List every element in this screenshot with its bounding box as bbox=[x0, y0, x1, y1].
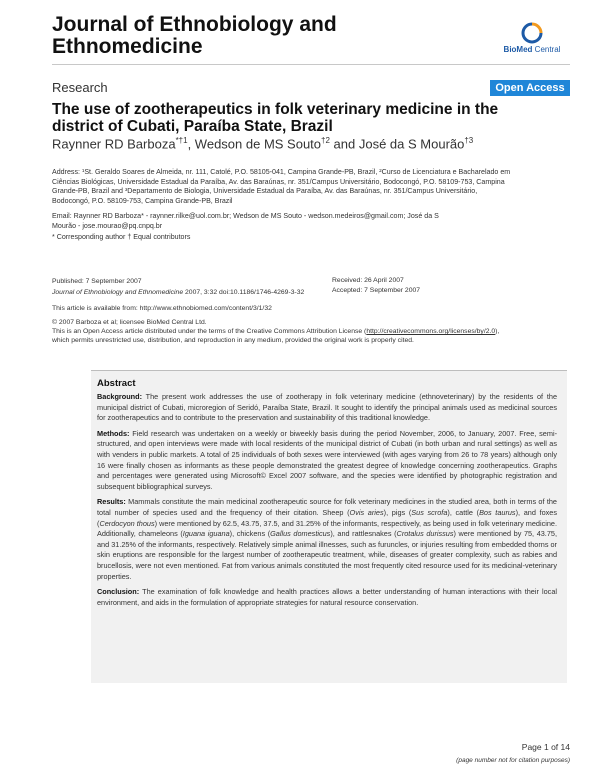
species-name: Bos taurus bbox=[479, 507, 516, 517]
results-text: ), pigs ( bbox=[383, 507, 412, 517]
conclusion-label: Conclusion: bbox=[97, 587, 140, 597]
author-2: , Wedson de MS Souto bbox=[187, 136, 322, 152]
results-text: ) were mentioned by 75, 43.75, and 31.25% of the informants, respectively. Relatively simple animal illnesses, such as furuncles, or injuries resulting from embedded thorns or skin eruptions are responsible for the largest number of zootherapeutic treatment, while, diseases of greater complexity, such as rabies and brucellosis, were not even mentioned. Fat from various animals constituted the most frequently cited resource used for its medicinal-veterinary properties. bbox=[97, 529, 557, 581]
published-date: Published: 7 September 2007 bbox=[52, 278, 142, 285]
copyright-text-end: ), bbox=[495, 328, 500, 335]
address-line: Ciências Biológicas, Universidade Estadual da Paraíba, Av. das Baraúnas, nr. 351/Campus Universitário, Bodocongó, P.O. 58109-753, Campina bbox=[52, 177, 505, 186]
received-date: Received: 26 April 2007 bbox=[332, 277, 404, 284]
title-line2: district of Cubati, Paraíba State, Brazil bbox=[52, 118, 333, 135]
author-1-sup: *†1 bbox=[175, 136, 188, 145]
citation-journal: Journal of Ethnobiology and Ethnomedicine bbox=[52, 289, 184, 296]
copyright-line3: which permits unrestricted use, distribution, and reproduction in any medium, provided the original work is properly cited. bbox=[52, 337, 414, 344]
results-text: ), and rattlesnakes ( bbox=[330, 529, 397, 539]
page-number-note: (page number not for citation purposes) bbox=[456, 757, 570, 764]
copyright-notice bbox=[52, 318, 562, 345]
abstract-body bbox=[97, 392, 557, 613]
author-address bbox=[52, 168, 557, 206]
section-label: Research bbox=[52, 80, 108, 95]
methods-text: Field research was undertaken on a weekly or biweekly basis during the period November, 2006, to January, 2007. Free, semi-structured, and open interviews were made with local residents of the municipal district of Cubati (in both urban and rural settings) as well as with venders in public markets. A total of 25 individuals of both sexes were interviewed (with ages varying from 26 to 78 years) although only 16 were finally chosen as informants as these people demonstrated the greatest degree of knowledge concerning zootherapeutics. Graphs and percentages were generated using Microsoft© Excel 2007 software, and the species were identified by photographic registration and subsequent bibliographical surveys. bbox=[97, 428, 557, 491]
copyright-line2 bbox=[52, 327, 562, 336]
results-text: ), chickens ( bbox=[229, 529, 271, 539]
copyright-text: This is an Open Access article distributed under the terms of the Creative Commons Attribution License ( bbox=[52, 328, 367, 335]
citation bbox=[52, 287, 352, 298]
species-name: Ovis aries bbox=[349, 507, 384, 517]
citation-rest: 2007, 3:32 doi:10.1186/1746-4269-3-32 bbox=[183, 289, 305, 296]
abstract-background bbox=[97, 392, 557, 424]
address-line: Address: ¹St. Geraldo Soares de Almeida, nr. 111, Catolé, P.O. 58105-041, Campina Grande-PB, Brazil, ²Curso de Licenciatura e Bacharelado em bbox=[52, 168, 511, 176]
abstract-conclusion bbox=[97, 587, 557, 608]
results-text: ) were mentioned by 62.5, 43.75, 37.5, and 31.25% of the informants, respectively, as being used in folk veterinary medicine. Additionally, chameleons ( bbox=[97, 518, 558, 539]
author-1: Raynner RD Barboza bbox=[52, 136, 176, 152]
author-2-sup: †2 bbox=[321, 136, 330, 145]
background-label: Background: bbox=[97, 392, 142, 401]
header-divider bbox=[52, 64, 570, 65]
biomed-central-logo bbox=[496, 22, 568, 54]
conclusion-text: The examination of folk knowledge and health practices allows a better understanding of human interactions with their local environment, and aids in the formulation of appropriate strategies for natural resource conservation. bbox=[97, 587, 557, 607]
license-link[interactable]: http://creativecommons.org/licenses/by/2.0 bbox=[366, 328, 496, 335]
email-line: Email: Raynner RD Barboza* - raynner.rilke@uol.com.br; Wedson de MS Souto - wedson.medeiros@gmail.com; José da S bbox=[52, 212, 439, 220]
results-label: Results: bbox=[97, 497, 126, 507]
address-line: Bodocongó, P.O. 58109-753, Campina Grande-PB, Brazil bbox=[52, 196, 233, 205]
abstract-heading: Abstract bbox=[97, 378, 136, 389]
species-name: Crotalus durissus bbox=[396, 529, 454, 539]
logo-bio: BioMed bbox=[503, 45, 533, 54]
methods-label: Methods: bbox=[97, 428, 130, 438]
species-name: Iguana iguana bbox=[182, 529, 230, 539]
background-text: The present work addresses the use of zootherapy in folk veterinary medicine (ethnoveterinary) by the residents of the municipal district of Cubati, microregion of Seridó, Paraíba State, Brazil. It sought to identify the principal animals used as medicinal sources for zootherapeutics and to contribute to the preservation and sustainability of this traditional knowledge. bbox=[97, 392, 557, 423]
title-line1: The use of zootherapeutics in folk veterinary medicine in the bbox=[52, 101, 499, 118]
journal-title-line1: Journal of Ethnobiology and bbox=[52, 13, 337, 36]
author-list bbox=[52, 136, 572, 151]
received-accepted bbox=[332, 276, 532, 295]
author-3-sup: †3 bbox=[464, 136, 474, 145]
open-access-badge: Open Access bbox=[490, 80, 570, 96]
logo-text bbox=[496, 45, 568, 54]
page-number: Page 1 of 14 bbox=[521, 742, 570, 752]
author-emails bbox=[52, 212, 557, 231]
abstract-methods bbox=[97, 429, 557, 493]
journal-title-line2: Ethnomedicine bbox=[52, 35, 203, 58]
logo-central: Central bbox=[532, 45, 561, 54]
journal-title bbox=[52, 14, 337, 58]
biomed-logo-icon bbox=[521, 22, 543, 44]
species-name: Cerdocyon thous bbox=[99, 518, 155, 528]
copyright-line1: © 2007 Barboza et al; licensee BioMed Central Ltd. bbox=[52, 319, 207, 326]
author-3: and José da S Mourão bbox=[329, 136, 465, 152]
email-line: Mourão - jose.mourao@pq.cnpq.br bbox=[52, 221, 163, 230]
results-text: ), and foxes ( bbox=[97, 507, 558, 528]
article-title bbox=[52, 101, 572, 135]
species-name: Gallus domesticus bbox=[270, 529, 331, 539]
accepted-date: Accepted: 7 September 2007 bbox=[332, 286, 421, 294]
article-url[interactable]: This article is available from: http://www.ethnobiomed.com/content/3/1/32 bbox=[52, 305, 272, 312]
results-text: Mammals constitute the main medicinal zootherapeutic source for folk veterinary medicines in the studied area, both in terms of the total number of species used and the frequency of their citation. Sheep ( bbox=[97, 497, 557, 517]
publication-info bbox=[52, 276, 352, 298]
corresponding-note: * Corresponding author † Equal contributors bbox=[52, 233, 191, 241]
address-line: Grande-PB, Brazil and ³Departamento de Biologia, Universidade Estadual da Paraíba, Av. das Baraúnas, nr. 351/Campus Universitário, bbox=[52, 187, 478, 196]
species-name: Sus scrofa bbox=[411, 507, 448, 517]
results-text: ), cattle ( bbox=[447, 507, 480, 517]
abstract-results bbox=[97, 497, 557, 582]
